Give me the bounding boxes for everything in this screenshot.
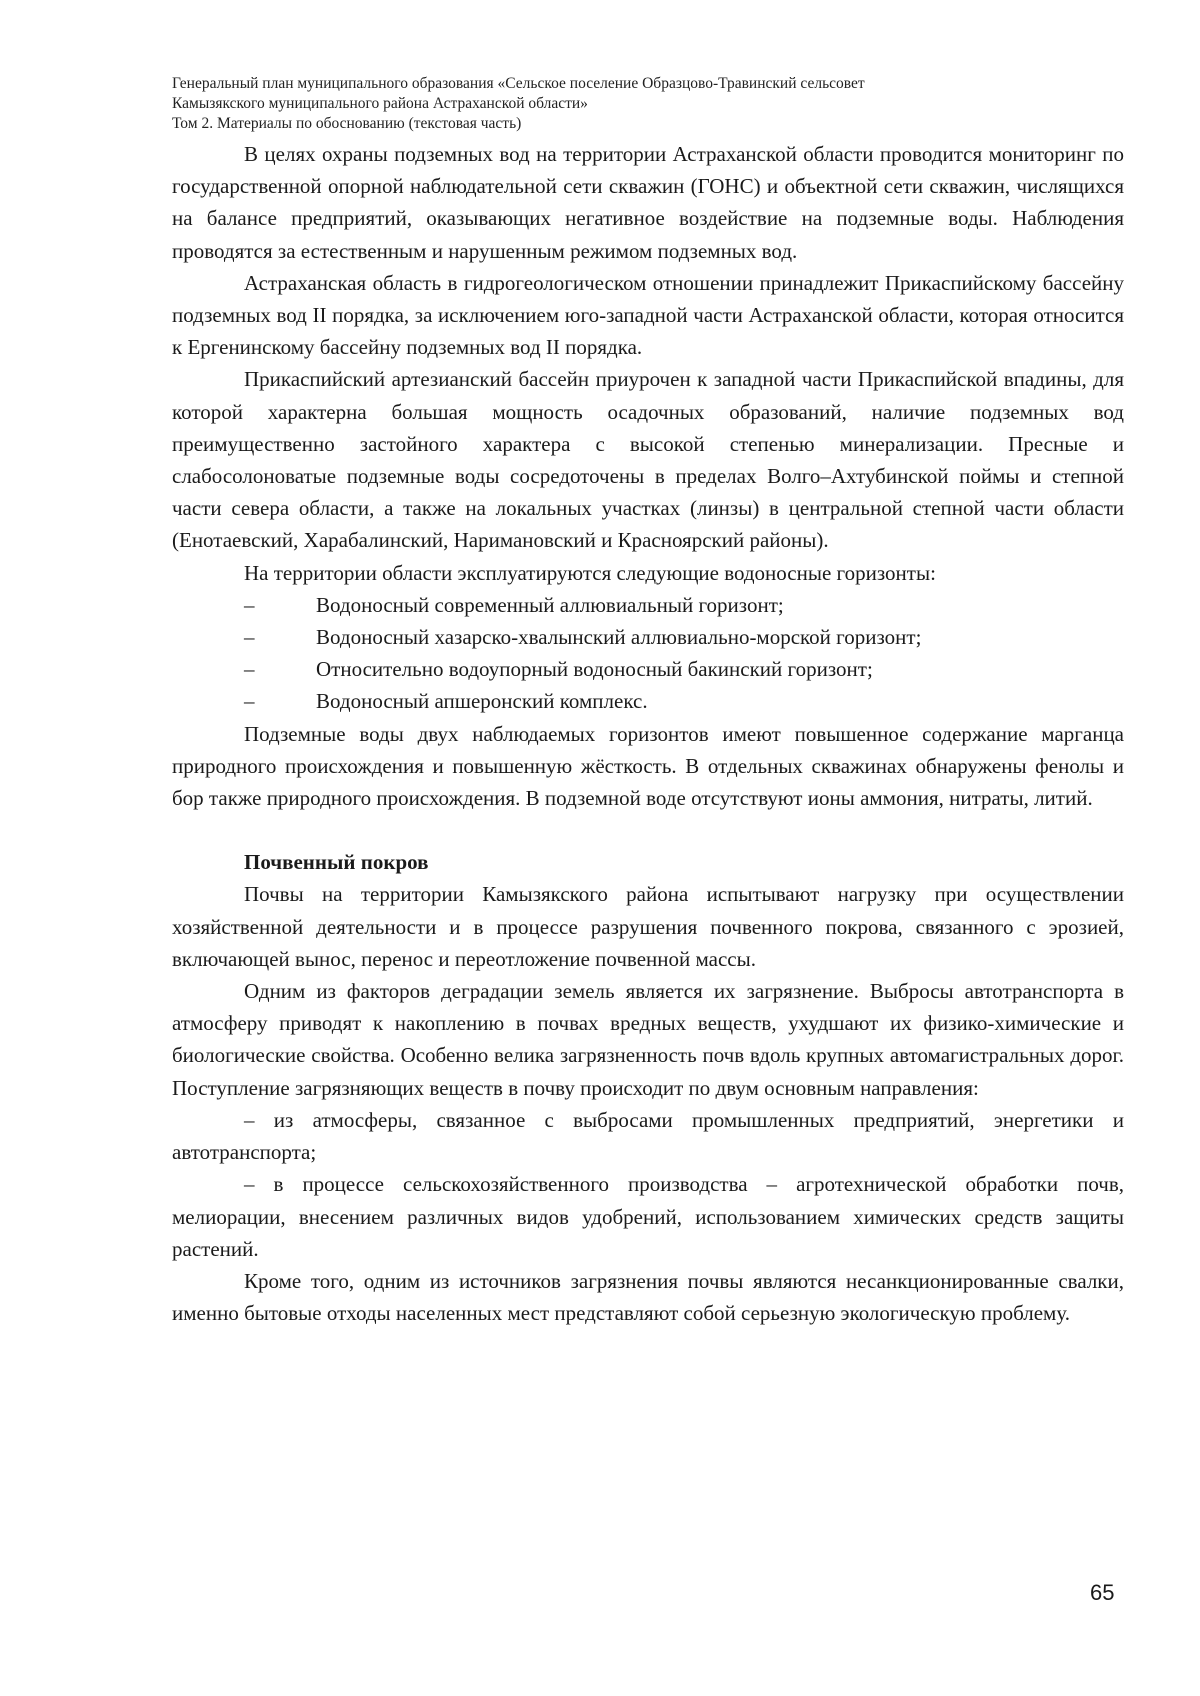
list-item: [172, 621, 1124, 653]
running-header: [172, 74, 1124, 134]
list-item: [172, 589, 1124, 621]
header-line-3: Том 2. Материалы по обоснованию (текстовая часть): [172, 115, 522, 132]
section-heading-soil: Почвенный покров: [244, 850, 429, 875]
page-number: 65: [1090, 1580, 1115, 1605]
list-item-text: Водоносный хазарско-хвалынский аллювиально-морской горизонт;: [316, 625, 922, 650]
list-item: [172, 653, 1124, 685]
list-dash: –: [244, 657, 255, 682]
paragraph-caspian-basin: Прикаспийский артезианский бассейн приурочен к западной части Прикаспийской впадины, для которой характерна большая мощность осадочных образований, наличие подземных вод преимущественно застойного характера с высокой степенью минерализации. Пресные и слабосолоноватые подземные воды сосредоточены в пределах Волго–Ахтубинской поймы и степной части севера области, а также на локальных участках (линзы) в центральной степной части области (Енотаевский, Харабалинский, Наримановский и Красноярский районы).: [172, 367, 1124, 553]
list-dash: –: [244, 689, 255, 714]
header-line-1: Генеральный план муниципального образования «Сельское поселение Образцово-Травинский сельсовет: [172, 75, 865, 92]
list-dash: –: [244, 592, 255, 617]
header-line-2: Камызякского муниципального района Астраханской области»: [172, 95, 588, 112]
list-item: [172, 685, 1124, 717]
paragraph-soil-load: Почвы на территории Камызякского района испытывают нагрузку при осуществлении хозяйственной деятельности и в процессе разрушения почвенного покрова, связанного с эрозией, включающей вынос, перенос и переотложение почвенной массы.: [172, 882, 1124, 971]
paragraph-pollution-agriculture: – в процессе сельскохозяйственного производства – агротехнической обработки почв, мелиорации, внесением различных видов удобрений, использованием химических средств защиты растений.: [172, 1172, 1124, 1261]
list-item-text: Водоносный современный аллювиальный горизонт;: [316, 592, 784, 617]
paragraph-aquifers-intro: На территории области эксплуатируются следующие водоносные горизонты:: [244, 560, 936, 585]
paragraph-water-quality: Подземные воды двух наблюдаемых горизонтов имеют повышенное содержание марганца природного происхождения и повышенную жёсткость. В отдельных скважинах обнаружены фенолы и бор также природного происхождения. В подземной воде отсутствуют ионы аммония, нитраты, литий.: [172, 721, 1124, 811]
list-item-text: Водоносный апшеронский комплекс.: [316, 689, 648, 714]
list-item-text: Относительно водоупорный водоносный бакинский горизонт;: [316, 657, 873, 682]
paragraph-soil-pollution: Одним из факторов деградации земель является их загрязнение. Выбросы автотранспорта в атмосферу приводят к накоплению в почвах вредных веществ, ухудшают их физико-химические и биологические свойства. Особенно велика загрязненность почв вдоль крупных автомагистральных дорог. Поступление загрязняющих веществ в почву происходит по двум основным направления:: [172, 979, 1124, 1100]
paragraph-dumps: Кроме того, одним из источников загрязнения почвы являются несанкционированные свалки, именно бытовые отходы населенных мест представляют собой серьезную экологическую проблему.: [172, 1268, 1124, 1326]
paragraph-groundwater-monitoring: В целях охраны подземных вод на территории Астраханской области проводится мониторинг по государственной опорной наблюдательной сети скважин (ГОНС) и объектной сети скважин, числящихся на балансе предприятий, оказывающих негативное воздействие на подземные воды. Наблюдения проводятся за естественным и нарушенным режимом подземных вод.: [172, 142, 1124, 263]
list-dash: –: [244, 625, 255, 650]
section-spacer: [172, 814, 1124, 846]
paragraph-hydrogeology: Астраханская область в гидрогеологическом отношении принадлежит Прикаспийскому бассейну подземных вод II порядка, за исключением юго-западной части Астраханской области, которая относится к Ергенинскому бассейну подземных вод II порядка.: [172, 270, 1124, 360]
aquifer-list: [172, 589, 1124, 718]
document-body: [172, 138, 1124, 1329]
paragraph-pollution-atmosphere: – из атмосферы, связанное с выбросами промышленных предприятий, энергетики и автотранспорта;: [172, 1107, 1124, 1165]
